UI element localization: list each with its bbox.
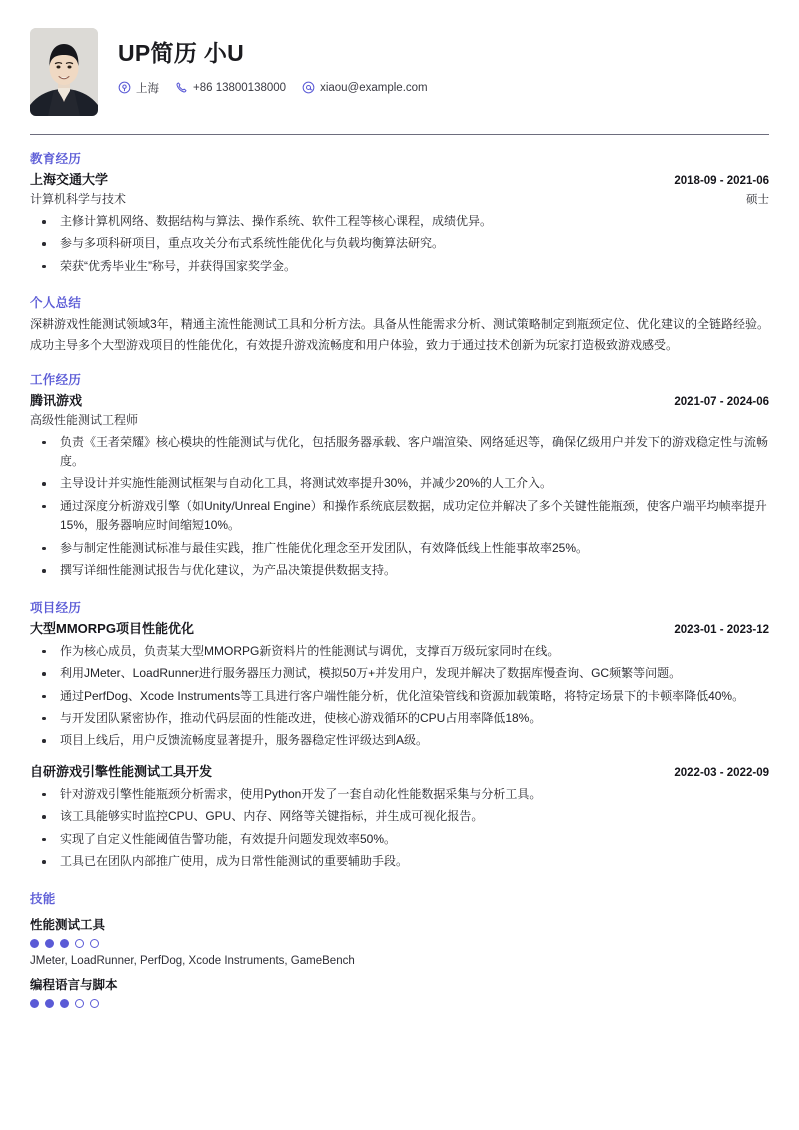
section-summary	[30, 279, 769, 355]
contact-phone	[175, 81, 286, 94]
education-degree: 硕士	[746, 194, 769, 206]
rating-dot-empty	[75, 999, 84, 1008]
skill-detail: JMeter, LoadRunner, PerfDog, Xcode Instruments, GameBench	[30, 954, 355, 967]
section-title-summary: 个人总结	[30, 296, 82, 311]
work-company: 腾讯游戏	[30, 392, 83, 408]
project-date: 2022-03 - 2022-09	[674, 766, 769, 779]
phone-icon	[175, 81, 188, 94]
email-at-icon	[302, 81, 315, 94]
candidate-name: UP简历 小U	[118, 40, 245, 66]
project-name: 大型MMORPG项目性能优化	[30, 620, 194, 636]
list-item: 实现了自定义性能阈值告警功能，有效提升问题发现效率50%。	[30, 830, 769, 849]
education-date: 2018-09 - 2021-06	[674, 175, 769, 187]
rating-dot-filled	[60, 999, 69, 1008]
rating-dot-filled	[30, 939, 39, 948]
list-item: 与开发团队紧密协作，推动代码层面的性能改进，使核心游戏循环的CPU占用率降低18%。	[30, 709, 769, 728]
work-role: 高级性能测试工程师	[30, 412, 139, 427]
summary-text: 深耕游戏性能测试领域3年，精通主流性能测试工具和分析方法。具备从性能需求分析、测试策略制定到瓶颈定位、优化建议的全链路经验。成功主导多个大型游戏项目的性能优化，有效提升游戏流畅度和用户体验，致力于通过技术创新为玩家打造极致游戏感受。	[30, 317, 769, 352]
list-item: 荣获“优秀毕业生”称号，并获得国家奖学金。	[30, 257, 769, 276]
header-divider	[30, 134, 769, 135]
education-major: 计算机科学与技术	[30, 192, 127, 206]
section-title-education: 教育经历	[30, 152, 82, 166]
skill-name: 性能测试工具	[30, 917, 106, 932]
project-entry	[30, 761, 769, 872]
list-item: 利用JMeter、LoadRunner进行服务器压力测试，模拟50万+并发用户，发现并解决了数据库慢查询、GC频繁等问题。	[30, 664, 769, 683]
section-projects	[30, 584, 769, 872]
section-work	[30, 356, 769, 581]
section-skills	[30, 875, 769, 1008]
rating-dot-empty	[90, 999, 99, 1008]
skill-name: 编程语言与脚本	[30, 977, 118, 992]
header-text	[98, 28, 444, 96]
rating-dot-empty	[90, 939, 99, 948]
section-title-skills: 技能	[30, 891, 56, 906]
contact-email	[302, 81, 428, 94]
rating-dot-filled	[45, 999, 54, 1008]
skill-rating	[30, 939, 769, 948]
contact-location	[118, 80, 159, 96]
section-education	[30, 135, 769, 276]
list-item: 负责《王者荣耀》核心模块的性能测试与优化，包括服务器承载、客户端渲染、网络延迟等，确保亿级用户并发下的游戏稳定性与流畅度。	[30, 433, 769, 472]
work-bullets	[30, 433, 769, 581]
project-entry	[30, 618, 769, 751]
rating-dot-filled	[30, 999, 39, 1008]
resume-header	[30, 0, 769, 122]
list-item: 项目上线后，用户反馈流畅度显著提升，服务器稳定性评级达到A级。	[30, 731, 769, 750]
list-item: 工具已在团队内部推广使用，成为日常性能测试的重要辅助手段。	[30, 852, 769, 871]
work-entry	[30, 390, 769, 581]
project-bullets	[30, 642, 769, 751]
skill-rating	[30, 999, 769, 1008]
skill-item	[30, 975, 769, 1008]
contact-email-text: xiaou@example.com	[320, 81, 428, 94]
rating-dot-empty	[75, 939, 84, 948]
location-pin-icon	[118, 81, 131, 94]
contact-list	[118, 80, 444, 96]
skill-item	[30, 915, 769, 967]
list-item: 参与多项科研项目，重点攻关分布式系统性能优化与负载均衡算法研究。	[30, 234, 769, 253]
list-item: 作为核心成员，负责某大型MMORPG新资料片的性能测试与调优，支撑百万级玩家同时在线。	[30, 642, 769, 661]
education-entry	[30, 169, 769, 276]
list-item: 主导设计并实施性能测试框架与自动化工具，将测试效率提升30%，并减少20%的人工介入。	[30, 474, 769, 493]
list-item: 该工具能够实时监控CPU、GPU、内存、网络等关键指标，并生成可视化报告。	[30, 807, 769, 826]
contact-location-text: 上海	[136, 82, 159, 95]
list-item: 通过深度分析游戏引擎（如Unity/Unreal Engine）和操作系统底层数据，成功定位并解决了多个关键性能瓶颈，使客户端平均帧率提升15%，服务器响应时间缩短10%。	[30, 497, 769, 536]
project-bullets	[30, 785, 769, 872]
education-bullets	[30, 212, 769, 276]
project-date: 2023-01 - 2023-12	[674, 623, 769, 636]
project-name: 自研游戏引擎性能测试工具开发	[30, 763, 213, 779]
list-item: 参与制定性能测试标准与最佳实践，推广性能优化理念至开发团队，有效降低线上性能事故率25%。	[30, 539, 769, 558]
section-title-work: 工作经历	[30, 372, 82, 387]
work-date: 2021-07 - 2024-06	[674, 395, 769, 408]
contact-phone-text: +86 13800138000	[193, 81, 287, 94]
section-title-projects: 项目经历	[30, 600, 82, 615]
list-item: 针对游戏引擎性能瓶颈分析需求，使用Python开发了一套自动化性能数据采集与分析工具。	[30, 785, 769, 804]
rating-dot-filled	[45, 939, 54, 948]
list-item: 通过PerfDog、Xcode Instruments等工具进行客户端性能分析，优化渲染管线和资源加载策略，将特定场景下的卡顿率降低40%。	[30, 687, 769, 706]
education-school: 上海交通大学	[30, 172, 109, 187]
rating-dot-filled	[60, 939, 69, 948]
avatar	[30, 28, 98, 116]
list-item: 主修计算机网络、数据结构与算法、操作系统、软件工程等核心课程，成绩优异。	[30, 212, 769, 231]
list-item: 撰写详细性能测试报告与优化建议，为产品决策提供数据支持。	[30, 561, 769, 580]
